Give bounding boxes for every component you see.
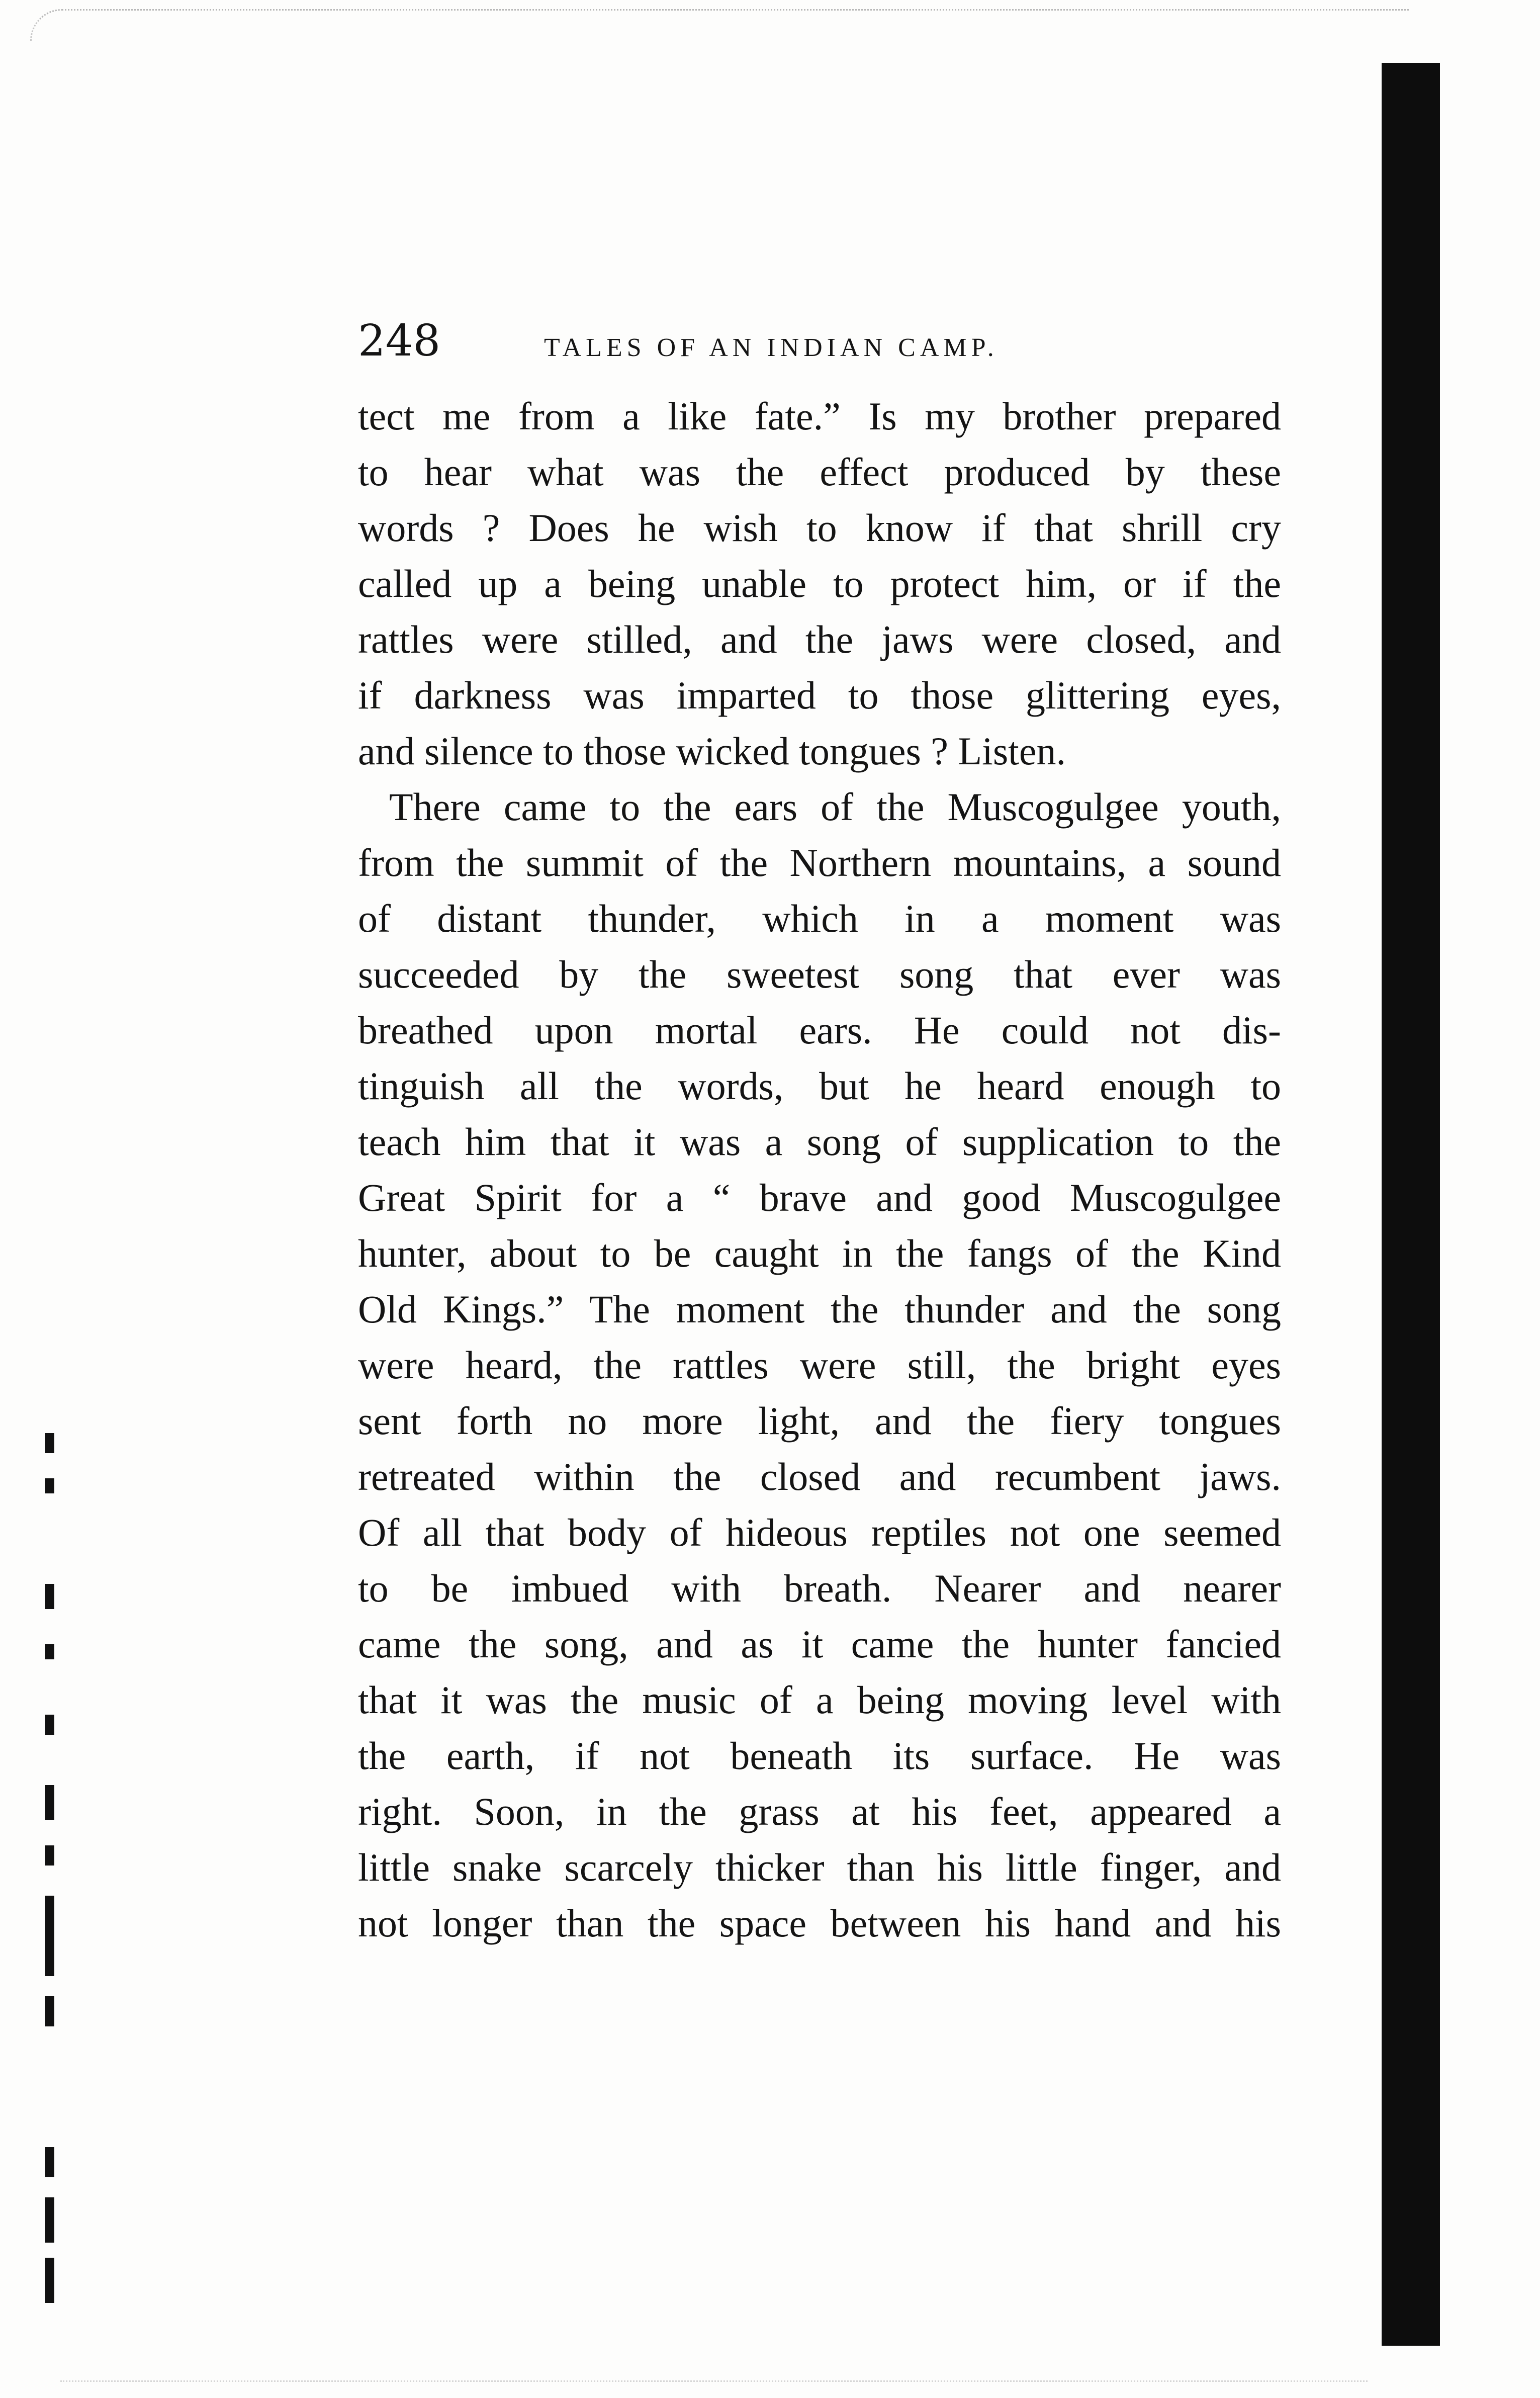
text-line: retreated within the closed and recumbent jaws. <box>358 1455 1281 1498</box>
text-line: of distant thunder, which in a moment was <box>358 897 1281 940</box>
text-line: called up a being unable to protect him, or if the <box>358 562 1281 605</box>
text-line: from the summit of the Northern mountains, a sound <box>358 841 1281 884</box>
scan-edge-marks <box>30 1433 65 2313</box>
text-line: hunter, about to be caught in the fangs of the Kind <box>358 1231 1281 1275</box>
text-line: to hear what was the effect produced by these <box>358 450 1281 494</box>
text-line: right. Soon, in the grass at his feet, appeared a <box>358 1790 1281 1833</box>
text-line: rattles were stilled, and the jaws were closed, and <box>358 617 1281 661</box>
text-line: Of all that body of hideous reptiles not one seemed <box>358 1511 1281 1554</box>
body-text <box>358 388 1281 1951</box>
text-line: came the song, and as it came the hunter fancied <box>358 1622 1281 1666</box>
text-line: There came to the ears of the Muscogulgee youth, <box>389 785 1281 829</box>
text-line: teach him that it was a song of supplication to the <box>358 1120 1281 1164</box>
text-line: not longer than the space between his hand and his <box>358 1901 1281 1945</box>
text-line: to be imbued with breath. Nearer and nearer <box>358 1566 1281 1610</box>
page-top-edge <box>30 9 1409 41</box>
page-number: 248 <box>358 316 441 366</box>
text-line: sent forth no more light, and the fiery tongues <box>358 1399 1281 1443</box>
text-line: succeeded by the sweetest song that ever was <box>358 952 1281 996</box>
page-bottom-edge <box>60 2378 1368 2382</box>
text-line: tinguish all the words, but he heard enough to <box>358 1064 1281 1108</box>
text-line: if darkness was imparted to those glittering eyes, <box>358 673 1281 717</box>
text-line: and silence to those wicked tongues ? Listen. <box>358 729 1066 773</box>
text-line: words ? Does he wish to know if that shrill cry <box>358 506 1281 550</box>
text-line: breathed upon mortal ears. He could not dis- <box>358 1008 1281 1052</box>
binding-strip <box>1382 63 1440 2346</box>
text-line: little snake scarcely thicker than his little finger, and <box>358 1845 1281 1889</box>
text-line: the earth, if not beneath its surface. He was <box>358 1734 1281 1778</box>
text-line: Old Kings.” The moment the thunder and the song <box>358 1287 1281 1331</box>
text-line: tect me from a like fate.” Is my brother prepared <box>358 394 1281 438</box>
text-line: Great Spirit for a “ brave and good Muscogulgee <box>358 1176 1281 1219</box>
page-header <box>358 311 1278 371</box>
running-head: TALES OF AN INDIAN CAMP. <box>544 333 999 362</box>
text-line: that it was the music of a being moving level with <box>358 1678 1281 1722</box>
text-line: were heard, the rattles were still, the bright eyes <box>358 1343 1281 1387</box>
